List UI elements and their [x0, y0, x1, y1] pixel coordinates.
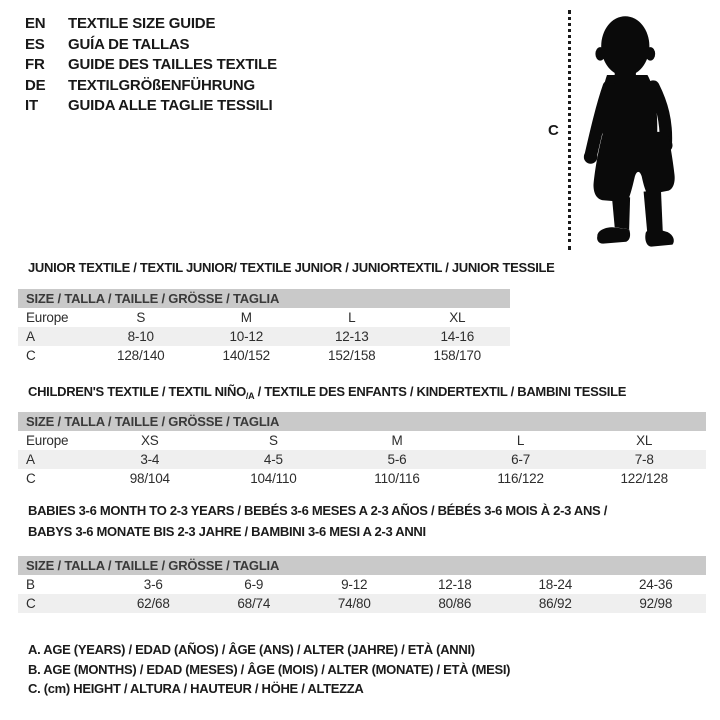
table-cell: XL	[636, 433, 653, 448]
table-row-height	[18, 469, 706, 488]
title-text: / TEXTILE DES ENFANTS / KINDERTEXTIL / BAMBINI TESSILE	[254, 384, 627, 399]
table-cell: 116/122	[497, 471, 544, 486]
babies-size-table	[18, 556, 706, 613]
section-title-junior: JUNIOR TEXTILE / TEXTIL JUNIOR/ TEXTILE JUNIOR / JUNIORTEXTIL / JUNIOR TESSILE	[28, 260, 555, 275]
measurement-legend	[28, 640, 510, 699]
junior-size-table	[18, 289, 510, 365]
language-title: TEXTILE SIZE GUIDE	[68, 15, 216, 32]
table-cell: S	[136, 310, 146, 325]
language-code: ES	[25, 35, 45, 53]
table-cell: XL	[449, 310, 466, 325]
language-row	[25, 55, 277, 76]
toddler-silhouette-icon	[580, 7, 686, 251]
table-cell: 6-9	[244, 577, 264, 592]
language-title: TEXTILGRÖßENFÜHRUNG	[68, 76, 256, 94]
language-title-list	[25, 14, 277, 117]
table-cell: 98/104	[129, 471, 170, 486]
row-label: C	[26, 348, 36, 363]
table-cell: 110/116	[374, 471, 420, 486]
row-label: C	[26, 471, 36, 486]
row-label: Europe	[26, 433, 69, 448]
table-cell: L	[516, 433, 525, 448]
table-row-height	[18, 594, 706, 613]
table-cell: 10-12	[194, 327, 300, 346]
legend-item-b: B. AGE (MONTHS) / EDAD (MESES) / ÂGE (MOIS) / ALTER (MONATE) / ETÀ (MESI)	[28, 661, 511, 677]
language-code: DE	[25, 76, 46, 94]
table-cell: 140/152	[222, 348, 270, 363]
table-header-row	[18, 556, 706, 575]
table-cell: S	[268, 433, 278, 448]
table-row-age	[18, 450, 706, 469]
table-cell: 3-4	[88, 450, 212, 469]
table-cell: 4-5	[212, 450, 336, 469]
table-header-row	[18, 412, 706, 431]
table-cell: 3-6	[143, 577, 163, 592]
table-row-age	[18, 327, 510, 346]
row-label: B	[26, 577, 35, 592]
size-header-bar: SIZE / TALLA / TAILLE / GRÖSSE / TAGLIA	[18, 289, 510, 308]
title-text: CHILDREN'S TEXTILE / TEXTIL NIÑO	[28, 384, 246, 399]
table-cell: 12-18	[437, 577, 472, 592]
table-cell: 12-13	[299, 327, 405, 346]
row-label: C	[18, 594, 103, 613]
table-cell: 104/110	[250, 471, 297, 486]
language-code: IT	[25, 97, 38, 114]
row-label: A	[18, 450, 88, 469]
title-line-1: BABIES 3-6 MONTH TO 2-3 YEARS / BEBÉS 3-6 MESES A 2-3 AÑOS / BÉBÉS 3-6 MOIS À 2-3 ANS /	[28, 503, 608, 518]
table-cell: 6-7	[459, 450, 583, 469]
table-cell: 128/140	[117, 348, 165, 363]
language-row	[25, 14, 277, 35]
table-cell: 24-36	[638, 577, 673, 592]
table-cell: 122/128	[620, 471, 668, 486]
table-cell: M	[240, 310, 252, 325]
language-code: EN	[25, 15, 46, 32]
section-title-children	[28, 381, 626, 407]
title-subscript: /A	[245, 391, 255, 401]
table-header-row	[18, 289, 510, 308]
table-cell: 158/170	[433, 348, 481, 363]
table-cell: M	[391, 433, 403, 448]
language-title: GUÍA DE TALLAS	[68, 35, 190, 53]
table-cell: 9-12	[341, 577, 368, 592]
table-cell: 152/158	[328, 348, 376, 363]
height-measure-dotted-line	[568, 10, 571, 250]
table-cell: 62/68	[103, 594, 204, 613]
height-measure-label: C	[548, 122, 559, 139]
language-title: GUIDE DES TAILLES TEXTILE	[68, 56, 277, 73]
table-cell: 86/92	[505, 594, 606, 613]
table-row-age-months	[18, 575, 706, 594]
title-line-2: BABYS 3-6 MONATE BIS 2-3 JAHRE / BAMBINI 3-6 MESI A 2-3 ANNI	[28, 524, 426, 539]
table-row-europe	[18, 308, 510, 327]
legend-item-c: C. (cm) HEIGHT / ALTURA / HAUTEUR / HÖHE / ALTEZZA	[28, 681, 364, 697]
language-title: GUIDA ALLE TAGLIE TESSILI	[68, 97, 273, 114]
row-label: Europe	[26, 310, 69, 325]
legend-item-a: A. AGE (YEARS) / EDAD (AÑOS) / ÂGE (ANS) / ALTER (JAHRE) / ETÀ (ANNI)	[28, 642, 475, 657]
children-size-table	[18, 412, 706, 488]
table-cell: 8-10	[88, 327, 194, 346]
section-title-babies	[28, 500, 607, 542]
table-cell: 74/80	[304, 594, 405, 613]
table-cell: L	[348, 310, 356, 325]
language-row	[25, 96, 277, 117]
table-row-europe	[18, 431, 706, 450]
row-label: A	[18, 327, 88, 346]
language-code: FR	[25, 56, 45, 73]
table-cell: XS	[140, 433, 159, 448]
table-cell: 92/98	[606, 594, 707, 613]
table-cell: 7-8	[582, 450, 706, 469]
language-row	[25, 35, 277, 56]
table-cell: 14-16	[405, 327, 511, 346]
size-header-bar: SIZE / TALLA / TAILLE / GRÖSSE / TAGLIA	[18, 412, 706, 431]
table-cell: 68/74	[204, 594, 305, 613]
table-row-height	[18, 346, 510, 365]
table-cell: 5-6	[335, 450, 459, 469]
size-header-bar: SIZE / TALLA / TAILLE / GRÖSSE / TAGLIA	[18, 556, 706, 575]
table-cell: 18-24	[538, 577, 573, 592]
table-cell: 80/86	[405, 594, 506, 613]
language-row	[25, 76, 277, 97]
